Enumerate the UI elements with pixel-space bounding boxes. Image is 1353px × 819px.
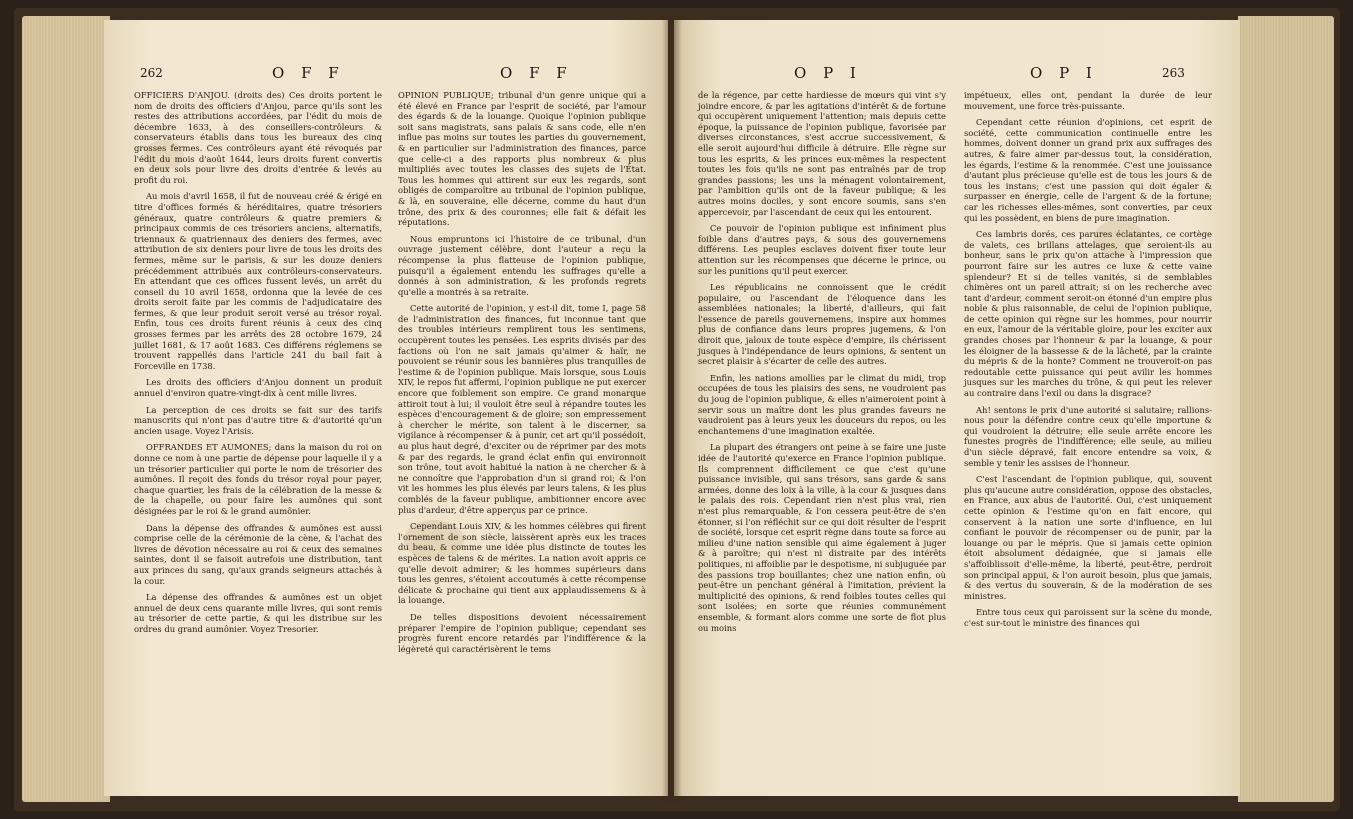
right-column-2 [964,90,1212,635]
paragraph: Ces lambris dorés, ces parures éclatantes, ce cortège de valets, ces brillans attelages, que seroient-ils au bonheur, sans le prix qu'on attache à l'impression que pourront faire sur les autres ce luxe & cette vaine splendeur? Et si de telles vanités, si de semblables chimères ont un pareil attrait; si on les recherche avec tant d'ardeur, comment seroit-on étonné d'un empire plus noble & plus raisonnable, de celui de l'opinion publique, de cette opinion qui règne sur les hommes, pour nourrir en eux, l'amour de la véritable gloire, pour les exciter aux grandes choses par l'honneur & par la louange, & pour les éloigner de la bassesse & de la lâcheté, par la crainte du mépris & de la honte? Comment ne trouveroit-on pas redoutable cette puissance qui peut avilir les hommes jusques sur les marches du trône, & qui peut les relever au contraire dans l'exil ou dans la disgrace? [964,229,1212,399]
paragraph: OFFICIERS D'ANJOU. (droits des) Ces droits portent le nom de droits des officiers d'Anjou, parce qu'ils sont les restes des attributions accordées, par l'édit du mois de décembre 1633, à des conseillers-contrôleurs & conservateurs établis dans tous les bureaux des cinq grosses fermes. Ces contrôleurs ayant été révoqués par l'édit du mois d'août 1644, leurs droits furent convertis en deux sols pour livre des droits d'entrée & levés au profit du roi. [134,90,382,185]
book-gutter [662,16,682,802]
paragraph: La plupart des étrangers ont peine à se faire une juste idée de l'autorité qu'exerce en France l'opinion publique. Ils comprennent difficilement ce que c'est qu'une puissance invisible, qui sans trésors, sans garde & sans armées, donne des loix à la ville, à la cour & jusques dans le palais des rois. Cependant rien n'est plus vrai, rien n'est plus remarquable, & l'on cessera peut-être de s'en étonner, si l'on réfléchit sur ce qui doit résulter de l'esprit de société, lorsque cet esprit règne dans toute sa force au milieu d'une nation sensible qui aime également à juger & à paroître; qui n'est ni distraite par des intérêts politiques, ni affoiblie par le despotisme, ni subjuguée par des passions trop bouillantes; chez une nation enfin, où peut-être un penchant général à l'imitation, prévient la multiplicité des opinions, & rend foibles toutes celles qui sont isolées; en sorte que réunies communément ensemble, & formant alors comme une sorte de flot plus ou moins [698,442,946,633]
paragraph: De telles dispositions devoient nécessairement préparer l'empire de l'opinion publique; cependant ses progrès furent encore retardés par l'indifférence & la légèreté qui caractérisèrent le tems [398,611,646,654]
page-number-right: 263 [1162,66,1185,80]
paragraph: Les républicains ne connoissent que le crédit populaire, ou l'ascendant de l'éloquence dans les assemblées nationales; la liberté, d'ailleurs, qui fait l'essence de pareils gouvernemens, inspire aux hommes plus de confiance dans leurs propres jugemens, & l'on diroit que, jaloux de toute espèce d'empire, ils chérissent jusques à l'indépendance de leurs opinions, & sentent un secret plaisir à s'écarter de celle des autres. [698,282,946,367]
running-head-right-col1: O P I [794,64,862,82]
paragraph: La dépense des offrandes & aumônes est un objet annuel de deux cens quarante mille livres, qui sont remis au trésorier de cette partie, & qui les distribue sur les ordres du grand aumônier. Voyez Tresorier. [134,592,382,634]
running-head-right-col2: O P I [1030,64,1098,82]
right-column-1 [698,90,946,639]
paragraph: Au mois d'avril 1658, il fut de nouveau créé & érigé en titre d'offices formés & héréditaires, quatre trésoriers généraux, quatre contrôleurs & quatre premiers & principaux commis de ces trésoriers anciens, alternatifs, triennaux & quatriennaux des deniers des fermes, avec attribution de six deniers pour livre de tous les droits des fermes, même sur le parisis, & sur les douze deniers précédemment attribués aux contrôleurs-conservateurs. En attendant que ces offices fussent levés, un arrêt du conseil du 10 avril 1658, ordonna que la levée de ces droits seroit faite par les commis de l'adjudicataire des fermes, & que leur produit seroit versé au trésor royal. Enfin, tous ces droits furent réunis à ceux des cinq grosses fermes par les arrêts des 28 octobre 1679, 24 juillet 1681, & 17 août 1683. Ces différens réglemens se trouvent rappellés dans l'article 241 du bail fait à Forceville en 1738. [134,191,382,371]
paragraph: Les droits des officiers d'Anjou donnent un produit annuel d'environ quatre-vingt-dix à cent mille livres. [134,377,382,399]
right-page-edges [1238,16,1334,802]
paragraph: Enfin, les nations amollies par le climat du midi, trop occupées de tous les plaisirs des sens, ne voudroient pas du joug de l'opinion publique, & elles n'aimeroient point à servir sous un maître dont les plus grandes faveurs ne vaudroient pas à leurs yeux les douceurs du repos, ou les enchantemens d'une imagination exaltée. [698,372,946,436]
running-head-left-col2: O F F [500,64,573,82]
paragraph: Entre tous ceux qui paroissent sur la scène du monde, c'est sur-tout le ministre des finances qui [964,607,1212,628]
right-page [674,20,1240,796]
paragraph: OFFRANDES ET AUMONES; dans la maison du roi on donne ce nom à une partie de dépense pour laquelle il y a un trésorier particulier qui porte le nom de trésorier des aumônes. Il reçoit des fonds du trésor royal pour payer, chaque quartier, les frais de la célébration de la messe & de la chapelle, ou pour faire les aumônes qui sont désignées par le roi & le grand aumônier. [134,442,382,516]
paragraph: Cette autorité de l'opinion, y est-il dit, tome I, page 58 de l'administration des finances, fut inconnue tant que des troubles intérieurs remplirent tous les sentimens, occupèrent toutes les pensées. Les esprits divisés par des factions où l'on ne sait jamais qu'aimer & haïr, ne pouvoient se réunir sous les bannières plus tranquilles de l'estime & de l'opinion publique. Mais lorsque, sous Louis XIV, le repos fut affermi, l'opinion publique ne put exercer encore que foiblement son empire. Ce grand monarque attiroit tout à lui; il vouloit être seul à répandre toutes les espèces d'encouragement & de gloire; son empressement à chercher le mérite, son talent à le discerner, sa vigilance à récompenser & à punir, cet art qu'il possédoit, au plus haut degré, d'exciter ou de réprimer par des mots & par des regards, le grand éclat enfin qui environnoit son trône, tout avoit habitué la nation à ne chercher & à ne connoître que l'approbation d'un si grand roi; & l'on vit les hommes les plus élevés par leurs talens, & les plus comblés de la faveur publique, ambitionner encore avec plus d'ardeur, d'être apperçus par ce prince. [398,303,646,515]
paragraph: Dans la dépense des offrandes & aumônes est aussi comprise celle de la cérémonie de la cène, & l'achat des livres de dévotion nécessaire au roi & ceux des semaines saintes, dont il se faisoit autrefois une distribution, tant aux princes du sang, qu'aux grands seigneurs attachés à la cour. [134,522,382,586]
paragraph: C'est l'ascendant de l'opinion publique, qui, souvent plus qu'aucune autre considération, oppose des obstacles, en France, aux abus de l'autorité. Oui, c'est uniquement cette opinion & l'estime qu'on en fait encore, qui conservent à la nation une sorte d'influence, en lui confiant le pouvoir de récompenser ou de punir, par la louange ou par le mépris. Que si jamais cette opinion étoit absolument dédaignée, que si jamais elle s'affoiblissoit d'elle-même, la liberté, peut-être, perdroit son principal appui, & l'on auroit besoin, plus que jamais, & des vertus du souverain, & de la modération de ses ministres. [964,474,1212,601]
paragraph: La perception de ces droits se fait sur des tarifs manuscrits qui n'ont pas d'autre titre & d'autorité qu'un ancien usage. Voyez l'Arisis. [134,404,382,436]
left-column-2 [398,90,646,660]
paragraph: Cependant cette réunion d'opinions, cet esprit de société, cette communication continuelle entre les hommes, doivent donner un grand prix aux suffrages des autres, & faire aimer par-dessus tout, la considération, les égards, l'estime & la renommée. C'est une jouissance d'autant plus précieuse qu'elle est de tous les jours & de tous les instans; c'est une passion qui doit égaler & surpasser en énergie, celle de l'argent & de la fortune; car les richesses elles-mêmes, sont converties, par ceux qui les possèdent, en biens de pure imagination. [964,117,1212,223]
running-head-left-col1: O F F [272,64,345,82]
paragraph: de la régence, par cette hardiesse de mœurs qui vint s'y joindre encore, & par les agitations d'intérêt & de fortune qui occupèrent uniquement l'attention; mais depuis cette époque, la puissance de l'opinion publique, favorisée par diverses circonstances, s'est accrue successivement, & elle seroit aujourd'hui difficile à détruire. Elle règne sur tous les esprits, & les princes eux-mêmes la respectent toutes les fois qu'ils ne sont pas entraînés par de trop grandes passions; les uns la ménagent volontairement, par l'ambition qu'ils ont de la faveur publique; & les autres moins dociles, y sont encore soumis, sans s'en appercevoir, par l'ascendant de ceux qui les entourent. [698,90,946,217]
page-number-left: 262 [140,66,163,80]
left-page-edges [22,16,110,802]
paragraph: impétueux, elles ont, pendant la durée de leur mouvement, une force très-puissante. [964,90,1212,111]
paragraph: Ce pouvoir de l'opinion publique est infiniment plus foible dans d'autres pays, & sous des gouvernemens différens. Les peuples esclaves doivent fixer toute leur attention sur les récompenses que décerne le prince, ou sur les punitions qu'il peut exercer. [698,223,946,276]
left-page [104,20,668,796]
paragraph: Ah! sentons le prix d'une autorité si salutaire; rallions-nous pour la défendre contre ceux qu'elle importune & qui voudroient la détruire; elle seule arrête encore les funestes progrès de l'indifférence; elle seule, au milieu d'un siècle dépravé, fait encore entendre sa voix, & semble y tenir les assises de l'honneur. [964,404,1212,468]
paragraph: Cependant Louis XIV, & les hommes célèbres qui firent l'ornement de son siècle, laissèrent après eux les traces du beau, & comme une idée plus distincte de toutes les espèces de talens & de mérites. La nation avoit appris ce qu'elle devoit admirer; & les hommes supérieurs dans tous les genres, s'étoient accoutumés à cette récompense délicate & prochaine qui tient aux applaudissemens & à la louange. [398,521,646,606]
paragraph: OPINION PUBLIQUE; tribunal d'un genre unique qui a été élevé en France par l'esprit de société, par l'amour des égards & de la louange. Quoique l'opinion publique soit sans magistrats, sans palais & sans code, elle n'en influe pas moins sur toutes les parties du gouvernement, & en particulier sur l'administration des finances, parce que celle-ci a des rapports plus nombreux & plus multipliés avec toutes les classes des sujets de l'État. Tous les hommes qui attirent sur eux les regards, sont obligés de comparoître au tribunal de l'opinion publique, & là, en souveraine, elle décerne, comme du haut d'un trône, des prix & des couronnes; elle fait & défait les réputations. [398,90,646,228]
left-column-1 [134,90,382,641]
paragraph: Nous empruntons ici l'histoire de ce tribunal, d'un ouvrage justement célèbre, dont l'auteur a reçu la récompense la plus flatteuse de l'opinion publique, puisqu'il a également entendu les suffrages qu'elle a donnés à son administration, & les profonds regrets qu'elle a montrés à sa retraite. [398,233,646,297]
